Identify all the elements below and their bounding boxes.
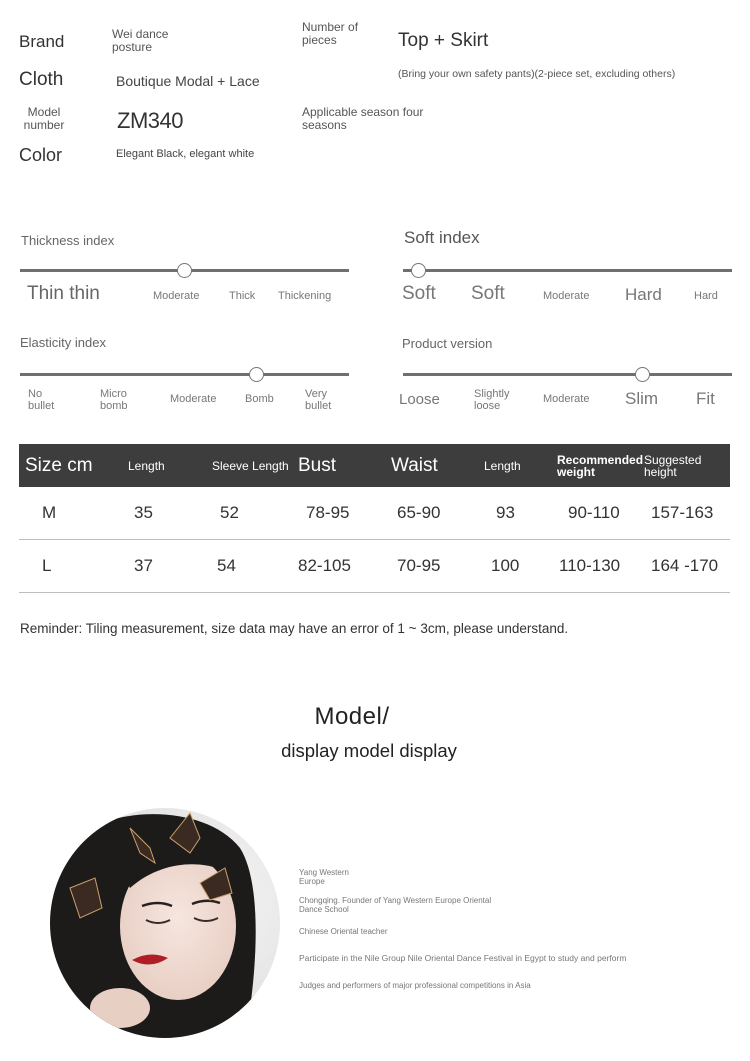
soft-label-4: Hard xyxy=(625,285,662,304)
elasticity-track xyxy=(20,373,349,376)
thickness-knob[interactable] xyxy=(177,263,192,278)
soft-label-2: Soft xyxy=(471,283,505,304)
soft-label-1: Soft xyxy=(402,283,436,304)
waist-cell: 65-90 xyxy=(391,487,484,540)
elasticity-label-4: Bomb xyxy=(245,393,274,405)
model-number-label: Model number xyxy=(23,105,65,132)
header-suggested-height: Suggested height xyxy=(644,444,730,487)
model-portrait xyxy=(50,808,280,1038)
thickness-label-1: Thin thin xyxy=(27,283,100,304)
size-table-header xyxy=(19,444,730,487)
header-bust: Bust xyxy=(298,444,391,487)
season-text: Applicable season four seasons xyxy=(302,105,424,132)
color-value: Elegant Black, elegant white xyxy=(116,148,255,160)
bio-line-5: Judges and performers of major professional competitions in Asia xyxy=(299,981,531,990)
size-table xyxy=(19,444,730,593)
length2-cell: 100 xyxy=(484,540,557,593)
soft-index-title: Soft index xyxy=(404,228,480,247)
model-section-title xyxy=(0,703,750,731)
table-row xyxy=(19,487,730,540)
bust-cell: 82-105 xyxy=(298,540,391,593)
weight-cell: 90-110 xyxy=(557,487,644,540)
elasticity-label-2: Micro bomb xyxy=(100,388,128,412)
bio-line-4: Participate in the Nile Group Nile Oriental Dance Festival in Egypt to study and perform xyxy=(299,953,627,963)
table-row xyxy=(19,540,730,593)
elasticity-knob[interactable] xyxy=(249,367,264,382)
length2-cell: 93 xyxy=(484,487,557,540)
size-cell: M xyxy=(19,487,128,540)
bio-line-1: Yang Western Europe xyxy=(299,868,349,886)
thickness-label-3: Thick xyxy=(229,290,256,302)
version-label-5: Fit xyxy=(696,389,715,408)
brand-label: Brand xyxy=(19,32,65,51)
length-cell: 35 xyxy=(128,487,212,540)
cloth-value: Boutique Modal + Lace xyxy=(116,73,260,89)
sleeve-cell: 52 xyxy=(212,487,298,540)
elasticity-index-title: Elasticity index xyxy=(20,335,106,350)
elasticity-label-1: No bullet xyxy=(28,388,55,412)
header-size: Size cm xyxy=(19,444,128,487)
waist-cell: 70-95 xyxy=(391,540,484,593)
version-label-1: Loose xyxy=(399,391,440,408)
brand-value: Wei dance posture xyxy=(112,27,169,54)
size-cell: L xyxy=(19,540,128,593)
product-version-title: Product version xyxy=(402,336,493,351)
soft-track xyxy=(403,269,732,272)
cloth-label: Cloth xyxy=(19,69,64,90)
model-section-subtitle: display model display xyxy=(281,740,457,761)
reminder-text: Reminder: Tiling measurement, size data may have an error of 1 ~ 3cm, please understand. xyxy=(20,621,569,636)
model-portrait-image xyxy=(50,808,280,1038)
header-waist: Waist xyxy=(391,444,484,487)
bust-cell: 78-95 xyxy=(298,487,391,540)
bio-line-3: Chinese Oriental teacher xyxy=(299,927,388,936)
version-label-2: Slightly loose xyxy=(474,388,510,412)
header-recommended-weight: Recommended weight xyxy=(557,444,644,487)
soft-knob[interactable] xyxy=(411,263,426,278)
elasticity-label-3: Moderate xyxy=(170,393,217,405)
pieces-note: (Bring your own safety pants)(2-piece set, excluding others) xyxy=(398,68,676,80)
model-title-text: Model/ xyxy=(314,703,390,730)
length-cell: 37 xyxy=(128,540,212,593)
weight-cell: 110-130 xyxy=(557,540,644,593)
version-label-3: Moderate xyxy=(543,393,590,405)
thickness-label-2: Moderate xyxy=(153,290,200,302)
soft-label-3: Moderate xyxy=(543,290,590,302)
color-label: Color xyxy=(19,145,63,165)
header-sleeve-length: Sleeve Length xyxy=(212,444,298,487)
pieces-value: Top + Skirt xyxy=(398,30,489,51)
version-track xyxy=(403,373,732,376)
height-cell: 157-163 xyxy=(644,487,730,540)
height-cell: 164 -170 xyxy=(644,540,730,593)
version-knob[interactable] xyxy=(635,367,650,382)
header-length-2: Length xyxy=(484,444,557,487)
thickness-label-4: Thickening xyxy=(278,290,332,302)
thickness-index-title: Thickness index xyxy=(21,233,115,248)
header-length: Length xyxy=(128,444,212,487)
pieces-label: Number of pieces xyxy=(302,20,359,47)
elasticity-label-5: Very bullet xyxy=(305,388,332,412)
bio-line-2: Chongqing. Founder of Yang Western Europe Oriental Dance School xyxy=(299,896,492,914)
soft-label-5: Hard xyxy=(694,290,718,302)
sleeve-cell: 54 xyxy=(212,540,298,593)
model-number-value: ZM340 xyxy=(117,108,183,133)
version-label-4: Slim xyxy=(625,389,659,408)
